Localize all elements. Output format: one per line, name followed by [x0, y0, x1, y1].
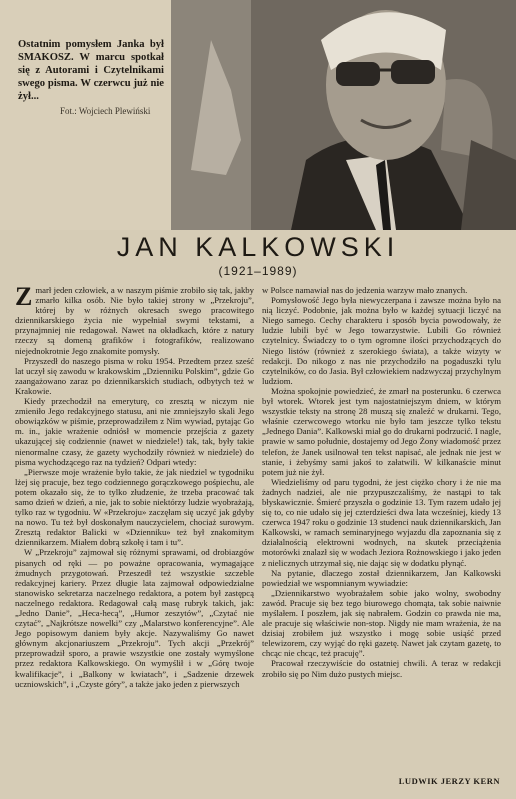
paragraph: w Polsce namawiał nas do jedzenia warzyw mało znanych. [262, 285, 468, 295]
photo-caption: Ostatnim pomysłem Janka był SMAKOSZ. W marcu spotkał się z Autorami i Czytelnikami swego pisma. W czerwcu już nie żył... [18, 39, 164, 102]
paragraph: „Dziennikarstwo wyobrażałem sobie jako wolny, swobodny zawód. Pracuje się bez tego biurowego chomąta, tak sobie naiwnie myślałem. I poszłem, jak się nabrałem. Godzin co prawda nie ma, ale pracuje się właściwie non-stop. Nigdy nie mam wrażenia, że na dzisiaj zrobiłem już wszystko i mogę sobie usiąść przed telewizorem, czy wyjąć do ręki gazetę. Nawet jak czytam gazetę, to chcąc nie chcąc, też pracuję”. [262, 587, 501, 659]
article-column-left [15, 285, 254, 795]
caption-box [0, 0, 171, 230]
life-years: (1921–1989) [218, 264, 298, 278]
photo-credit: Fot.: Wojciech Plewiński [60, 106, 151, 116]
paragraph: marł jeden człowiek, a w naszym piśmie zrobiło się tak, jakby zmarło kilka osób. Nie było takiej strony w „Przekroju”, której by w różnych okresach swego pracowitego dziennikarskiego życia nie wypełniał swymi tekstami, a przynajmniej nie redagował. Nawet na okładkach, które z natury rzeczy są domeną grafików i fotografików, realizowano niejednokrotnie Jego znakomite pomysły. [15, 285, 254, 356]
portrait-illustration [171, 0, 516, 230]
paragraph: „Pierwsze moje wrażenie było takie, że jak niedziel w tygodniku lżej się pracuje, bez tego codziennego gorączkowego pośpiechu, ale potem okazało się, że to tylko złudzenie, że trzeba pracować tak samo dzień w dzień, a nie, jak to sobie niektórzy ludzie wyobrażają, tylko raz w tygodniu. W «Przekroju» zaczęłam się uczyć jak gdyby na nowo. Tu też był doskonałym nauczycielem, chociaż surowym. Zresztą redaktor Balicki w «Dzienniku» też był znakomitym dziennikarzem. Miałem dobrą szkołę i tam i tu”. [15, 466, 254, 548]
article-title: JAN KALKOWSKI [116, 232, 400, 262]
paragraph: Kiedy przechodził na emeryturę, co zresztą w niczym nie zmieniło Jego redakcyjnego statusu, ani nie zmniejszyło skali Jego obowiązków w piśmie, przeprowadziłem z Nim wywiad, pytając Go m. in., jakie wrażenie odniósł w momencie przejścia z gazety ukazującej się codziennie (nawet w niedziele!) tak, tak, były takie nienormalne czasy, że gazety wychodziły również w niedziele) do pisma wychodzącego raz na tydzień? Odpari wtedy: [15, 396, 254, 467]
paragraph: Na pytanie, dlaczego został dziennikarzem, Jan Kalkowski powiedział we wspomnianym wywiadzie: [262, 567, 501, 588]
portrait-photo [171, 0, 516, 230]
paragraph: Pracował rzeczywiście do ostatniej chwili. A teraz w redakcji zrobiło się po Nim dużo pustych miejsc. [262, 658, 501, 679]
paragraph: Można spokojnie powiedzieć, że zmarł na posterunku. 6 czerwca był wtorek. Wtorek jest tym najostatniejszym dniem, w którym wszystkie teksty na stronę 28 muszą się znaleźć w drukarni. Tego, właśnie czerwcowego wtorku nie było tam jeszcze tylko tekstu „Jednego Dania”. Kalkowski miał go do drukarni podrzucić. I nagle, prawie w samo południe, dostajemy od Jego Żony wiadomość przez telefon, że Janek usilnował ten tekst napisać, ale jednak nie jest w stanie, i żebyśmy sami jakoś to załatwili. W kilkanaście minut potem już nie żył. [262, 385, 501, 477]
article-column-right [262, 285, 501, 790]
paragraph: Pomysłowość Jego była niewyczerpana i zawsze można było na nią liczyć. Podobnie, jak można było w każdej sytuacji liczyć na Niego samego. Cechy charakteru i sposób bycia powodowały, że ludzie lubili być w Jego towarzystwie. Lubili Go również czytelnicy. Świadczy to o tym ogromne ilości przychodzących do Niego listów (również z szerokiego świata), a także wizyty w redakcji. Do nikogo z nas nie przychodziło na pogaduszki tylu czytelników, co do Jasia. Był człowiekiem nadzwyczaj przychylnym ludziom. [262, 295, 501, 386]
article-author: LUDWIK JERZY KERN [398, 776, 500, 786]
paragraph: W „Przekroju” zajmował się różnymi sprawami, od drobiazgów pisanych od ręki — po poważne opracowania, wymagające żmudnych przygotowań. Przeszedł też wszystkie szczeble redakcyjnej kariery. Przez długie lata zajmował odpowiedzialne stanowisko sekretarza naczelnego redaktora, a potem był zastępcą naczelnego redaktora. Redagował całą masę rubryk takich, jak: „Jedno Danie”, „Heca-hecą”, „Humor zeszytów”, „Czytać nie czytać”, „Najkrótsze nowelki” czy „Malarstwo konferencyjne”. Ale Jego popisowym daniem były akcje. Nazywaliśmy Go nawet głównym akcjonariuszem „Przekroju”. Tych akcji „Przekrój” przeprowadził sporo, a prawie wszystkie one zostały wymyślone przez redaktora Kalkowskiego. On wymyślił i w „Górę twoje kwalifikacje”, i „Balkony w kwiatach”, i „Sadzenie drzewek uczniowskich”, i „Czyste góry”, a także jako jeden z pierwszych [15, 547, 254, 689]
paragraph: Wiedzieliśmy od paru tygodni, że jest ciężko chory i że nie ma żadnych nadziei, ale nie przypuszczaliśmy, że nastąpi to tak błyskawicznie. Śmierć przyszła o godzinie 13. Tym razem udało jej się to, co nie udało się jej czterdzieści dwa lata wcześniej, kiedy 13 czerwca 1947 roku o godzinie 13 studenci nauk dziennikarskich, Jan Kalkowski, w ramach seminaryjnego wyjazdu dla zapoznania się z działalnością elektrowni wodnych, na skutek przeciążenia motorówki znalazł się w wodach Jeziora Rożnowskiego i jako jeden z nielicznych utrzymał się, nie dając się w dodatku płynąć. [262, 476, 501, 568]
drop-cap: Z [15, 285, 33, 311]
paragraph: Przyszedł do naszego pisma w roku 1954. Przedtem przez sześć lat uczył się zawodu w krakowskim „Dzienniku Polskim”, gdzie Go zaangażowano zaraz po dziennikarskich studiach, odbytych też w Krakowie. [15, 355, 254, 396]
